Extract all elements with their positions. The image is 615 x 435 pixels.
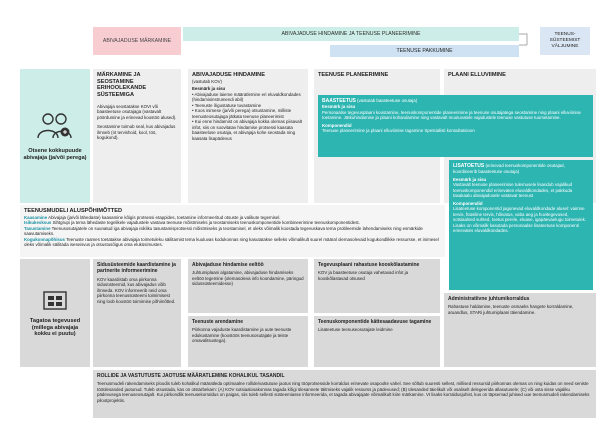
additional-service-purpose-label: Eesmärk ja sisu (453, 176, 487, 182)
bg-prep-title: Abivajaduse hindamise eeltöö (192, 262, 264, 268)
assessment-bullet-2: • Teenuste õigustatuse tuvastamine (192, 102, 262, 108)
bg-service-dev-text: Piirkonna vajaduste kaardistamine ja uute teenuste edukustamine (koostöös teenusosutajate ja teiste omavalitsustega). (192, 327, 292, 344)
beneficiary-box (20, 69, 90, 203)
additional-service-title-note: (erinevad teenuskomponentide osutajad, koordineerib baasteetuse osutaja) (453, 163, 565, 175)
assessment-purpose-label: Eesmärk ja sisu (192, 86, 226, 92)
assessment-subtitle: (vastutab KOV) (192, 78, 223, 84)
additional-service-box (449, 160, 593, 290)
stage-delivery-label: TEENUSE PAKKUMINE (396, 47, 453, 54)
stage-exit-box (540, 27, 590, 55)
bg-prep-box (188, 259, 308, 313)
bg-components-title: Teenuskomponentide kättesaadavuse tagamine (318, 319, 432, 325)
principle-term: Kaasamine (24, 214, 48, 220)
bg-linking-title: Sidusüsteemide kaardistamine ja partnerite informeerimine (97, 262, 176, 275)
base-service-purpose-label: Eesmärk ja sisu (322, 104, 356, 110)
base-service-box (318, 95, 593, 157)
principle-term: Tasustamine (24, 225, 51, 231)
base-service-component-label: Komponendid (322, 122, 352, 128)
bg-plan-funding-box (314, 259, 440, 313)
additional-service-purpose-text: Vastavalt teenuse planeerimise tulemusele lisandub vajalikud teenuskomponendid erinevates eluvaldkondades, et pakkuda tasakaalu abivajadusele vastavat teenust (453, 182, 573, 199)
base-service-component-text: Teenuse planeerimine ja plaani elluviimise tagamine Spetsialisti konsultatsioon (322, 128, 475, 134)
stage-delivery-bar (330, 45, 519, 57)
office-icon (41, 288, 69, 312)
principle-row: Tasustamine Teenusosutajatele on suunatud iga abivajaja isikliku tasustamisprotsessi mõistmiseks ja teostamisel, et oleks võimalik koostada tegevuskava tema probleemide lahendamiseks ning esmärkide saavutamiseks. (24, 225, 423, 237)
plan-execution-title: PLAANI ELLUVIIMINE (448, 72, 506, 78)
assessment-bullet-4: • Kui enne hindamist on abivajaja kokka olemas piisavalt infot, siis on soovitatav hindamise protsessi kaasata baasteeluse osutaja, et abivajaja kohe seostada ning kaasata lisapädevus (192, 119, 302, 141)
principles-title: TEENUSMUDELI ALUSPÕHIMÕTTED (24, 208, 122, 214)
bg-components-box (314, 316, 440, 367)
stage-exit-label: TEENUS-SÜSTEEMIST VÄLJUMINE (549, 32, 581, 49)
background-box (20, 259, 90, 367)
base-service-purpose-text: Personaalse tegevusplaani koostamine, teenuskomponentide planeerimine ja teenuse osutajatega seostamine ning plaani elluviimise toetamine. Jätkuhindamise ja plaani kohandamine ning vastavalt muutuvatele vajadustele teenuse vastutuse tuumetamine. (322, 109, 581, 121)
base-service-title: BAASTEETUS (322, 98, 356, 104)
stage-marking-bar (93, 27, 181, 55)
principle-row: Kogukonnapõhisus Teenuste raames toetatakse abivajaja toimetuleku säilitamist tema kuuluvas kodukonnas ning kasutatakse selleks võimalikult suurel määral olemasolevaid kogukondlikke ressursse, et inimesel oleks võimalik säilitada iseseisvus ja otsustusõigus oma eluküsimustes. (24, 236, 439, 248)
principle-term: Kogukonnapõhisus (24, 236, 65, 242)
assessment-bullet-1: • Abivajaduse laieme määratlemine eri eluvaldkondades (hindamisinstrumendi abil) (192, 91, 301, 103)
bg-prep-text: Juhtumiplaani algatamine, abivajaduse hindamiseks eeltöö tegemine (olemasoleva info koondamine, päringud sidussüsteemidesse) (192, 270, 304, 287)
bg-service-dev-title: Teenuste arendamine (192, 319, 244, 325)
bg-plan-funding-text: KOV ja baasteetuse osutaja vahetavad infot ja kooskõlastavad otsused (318, 270, 409, 281)
bg-admin-text: Rahastuse haldamine, teenuste osmaeks hangete korraldamine, aruandlus, STARi juhtumiplaani täiendamine. (448, 304, 574, 315)
loop-arrow-icon (519, 27, 539, 57)
base-service-title-note: (vastutab baasteetuse osutaja) (357, 98, 418, 103)
bg-linking-box (93, 259, 181, 367)
stage-marking-label: ABIVAJADUSE MÄRKAMINE (102, 37, 172, 44)
bg-components-text: Lisateetuse teenuseosutajate leidmine (318, 327, 393, 333)
background-title: Tagatoa tegevused (millega abivajaja kokku ei puutu) (29, 317, 81, 338)
bg-admin-title: Administratiivne juhtumikorraldus (448, 296, 530, 302)
roles-text: Teenusmudeli rakendamiseks ploodis tuleb kohalikul määratleda optimaalne rollide/vastutuse jaotus ning tööprotsesside korraldus erinevate osapoolte vahel. See sõltub suuresti sellest, millised ressursid piirkonnas olemas on ning kuidas on need seniste tööülesanded jaotunud. Tuleb otsustada, kas on otstarbekam: (A) KOV sotsiaalosakonnas tagada kõigi ülesannete täitmiseks vajalik ressurss ja pädevused; (B) ülesanded täielikult või osaliselt delegeerida allasutusele; (C) või osta sisse vajaliku pädevusega teenuseosutajalt. Kui piirkondlik teenusekorraldus on paigas, siis tuleb sellesti süsteemiasse informeerida, et tagada abivajajate võimalikult kiire märkamine. Vt lisaks korraldusjuhist, kus on täpsemad juhised uue teenusmudeli rakendamiseks pilootprojektis. (97, 381, 590, 403)
marking-title: MÄRKAMINE JA SEOSTAMINE ERIHOOLEKANDE SÜSTEEMIGA (97, 72, 147, 99)
stage-assessment-label: ABIVAJADUSE HINDAMINE JA TEENUSE PLANEERIMINE (281, 30, 421, 37)
stage-assessment-bar (183, 27, 519, 41)
assessment-title: ABIVAJADUSE HINDAMINE (192, 72, 265, 78)
marking-text-1: Abivajaja seostatakse KOVI või baasteetuse osutajaga (vastavalt pöördumine ja erinevad koostöö alused). (97, 103, 177, 120)
additional-service-component-label: Komponendid (453, 200, 483, 206)
planning-title: TEENUSE PLANEERIMINE (318, 72, 389, 78)
additional-service-component-text: Lisateetuse komponentid jagunevad eluvaldkondade alusel: vaimne tervis, füüsiline tervis, hõivatus, vaba aeg ja huvitegevused, sotsiaalsed suhted, toetus perele, eluase, igapäevaelugu toimetulek. Lisaks on võimalik kasutada personaalse lisateetuse komponenti erinevates eluvaldkondades. (453, 206, 587, 234)
bg-service-dev-box (188, 316, 308, 367)
bg-linking-text: KOV kaardistab oma piirkonna sidusüsteemid, kus abivajadus võib ilmneda. KOV informeerib neid oma piirkonna teenussüsteemi toimimisest ning loob koostöö toimimise põhimõtted. (97, 276, 176, 304)
marking-text-2: Seostamine toimub seal, kus abivajadus ilmneb (nt tervishoid, kool, töö, kogukond). (97, 124, 176, 141)
marking-column (93, 69, 181, 203)
roles-box (93, 370, 596, 418)
additional-service-title: LISATOETUS (453, 163, 485, 169)
principles-box (20, 205, 445, 257)
bg-plan-funding-title: Tegevusplaani rahastuse kooskõlastamine (318, 262, 420, 268)
bg-admin-box (444, 293, 596, 367)
principle-row: Kaasamine Abivajaja (ja/või lähedaste) kaasamine kõigis protsessi etappides, toetamine informeeritud otsuste ja valikute tegemisel. (24, 214, 281, 220)
roles-title: ROLLIDE JA VASTUTUSTE JAOTUSE MÄÄRATLEMINE KOHALIKUL TASANDIL (97, 373, 285, 379)
beneficiary-title: Otsene kokkupuude abivajaja (ja/või perega) (23, 148, 87, 161)
principle-term: Isikukesksus (24, 220, 52, 226)
assessment-column (188, 69, 308, 203)
assessment-bullet-3: • Koos inimese (ja/või perega) otsustamine, milliste teenusteosutajaga jätkata teenuse planeerimist (192, 108, 292, 119)
people-icon (35, 110, 75, 142)
principle-row: Isikukesksus Sihtgrupi ja tema lähedaste tegelikele vajadustele vastava teenuse mõistmiseks ja teostamiseks teenuskomponentide kombineerimine teenuskomponentidest. (24, 220, 360, 226)
